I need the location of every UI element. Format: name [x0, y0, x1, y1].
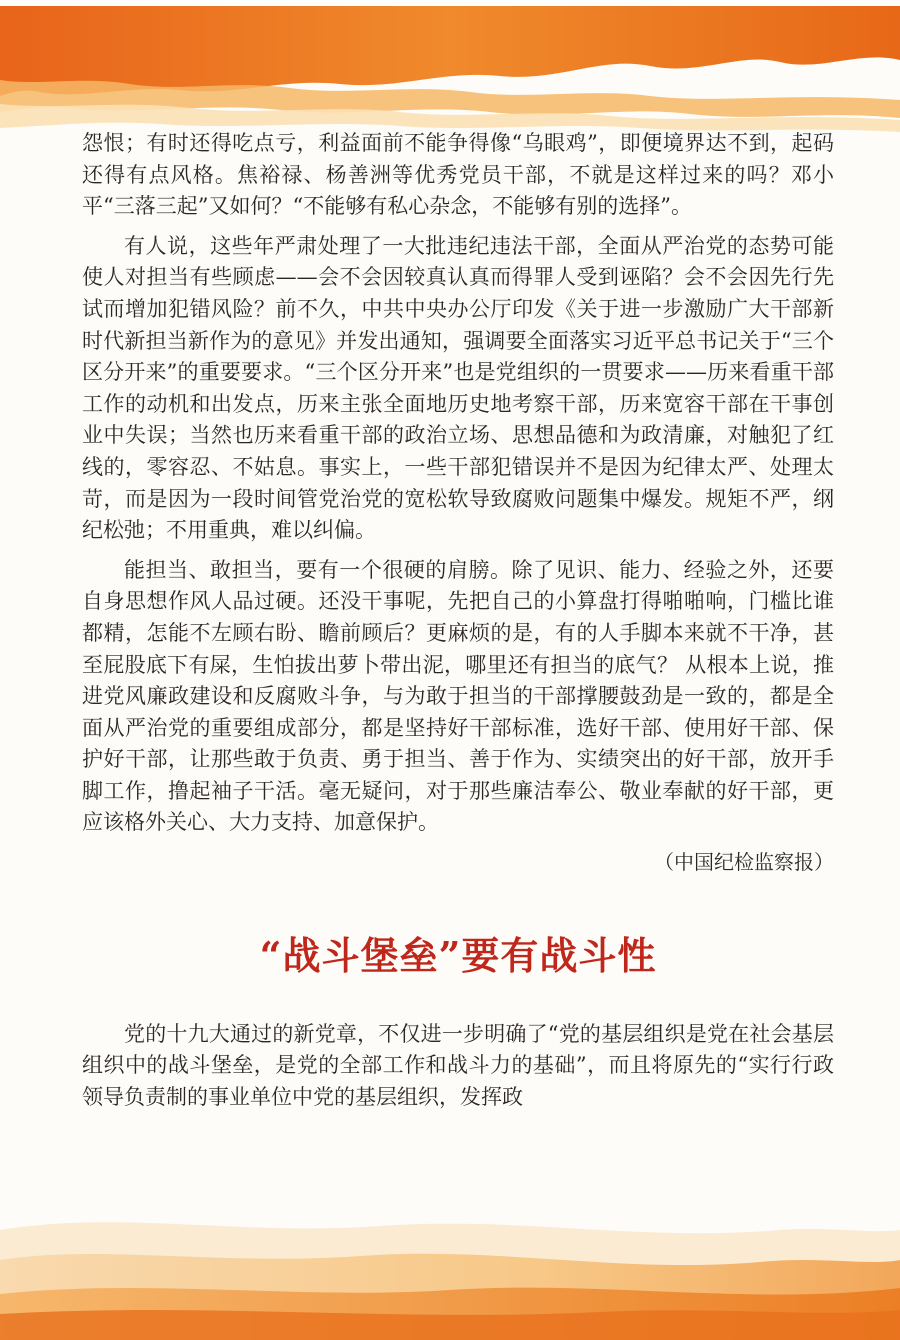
article1-paragraph-1: 怨恨；有时还得吃点亏，利益面前不能争得像“乌眼鸡”，即便境界达不到，起码还得有点风格。焦裕禄、杨善洲等优秀党员干部，不就是这样过来的吗？邓小平“三落三起”又如何？“不能够有私心杂念，不能够有别的选择”。: [82, 131, 834, 219]
bottom-decorative-banner: [0, 1190, 900, 1340]
article1-paragraph-2: 有人说，这些年严肃处理了一大批违纪违法干部，全面从严治党的态势可能使人对担当有些顾虑——会不会因较真认真而得罪人受到诬陷？会不会因先行先试而增加犯错风险？前不久，中共中央办公厅印发《关于进一步激励广大干部新时代新担当新作为的意见》并发出通知，强调要全面落实习近平总书记关于“三个区分开来”的重要要求。“三个区分开来”也是党组织的一贯要求——历来看重干部工作的动机和出发点，历来主张全面地历史地考察干部，历来宽容干部在干事创业中失误；当然也历来看重干部的政治立场、思想品德和为政清廉，对触犯了红线的，零容忍、不姑息。事实上，一些干部犯错误并不是因为纪律太严、处理太苛，而是因为一段时间管党治党的宽松软导致腐败问题集中爆发。规矩不严，纲纪松弛；不用重典，难以纠偏。: [82, 233, 834, 543]
article2-paragraph-1: 党的十九大通过的新党章，不仅进一步明确了“党的基层组织是党在社会基层组织中的战斗堡垒，是党的全部工作和战斗力的基础”，而且将原先的“实行行政领导负责制的事业单位中党的基层组织，发挥政: [82, 1021, 834, 1109]
article1-paragraph-3: 能担当、敢担当，要有一个很硬的肩膀。除了见识、能力、经验之外，还要自身思想作风人品过硬。还没干事呢，先把自己的小算盘打得啪啪响，门槛比谁都精，怎能不左顾右盼、瞻前顾后？更麻烦的是，有的人手脚本来就不干净，甚至屁股底下有屎，生怕拔出萝卜带出泥，哪里还有担当的底气？ 从根本上说，推进党风廉政建设和反腐败斗争，与为敢于担当的干部撑腰鼓劲是一致的，都是全面从严治党的重要组成部分，都是坚持好干部标准，选好干部、使用好干部、保护好干部，让那些敢于负责、勇于担当、善于作为、实绩突出的好干部，放开手脚工作，撸起袖子干活。毫无疑问，对于那些廉洁奉公、敬业奉献的好干部，更应该格外关心、大力支持、加意保护。: [82, 557, 834, 835]
article-body: [82, 128, 834, 1121]
article1-source: （中国纪检监察报）: [654, 850, 834, 875]
top-decorative-banner: [0, 0, 900, 140]
article2-title: “战斗堡垒”要有战斗性: [259, 932, 657, 978]
